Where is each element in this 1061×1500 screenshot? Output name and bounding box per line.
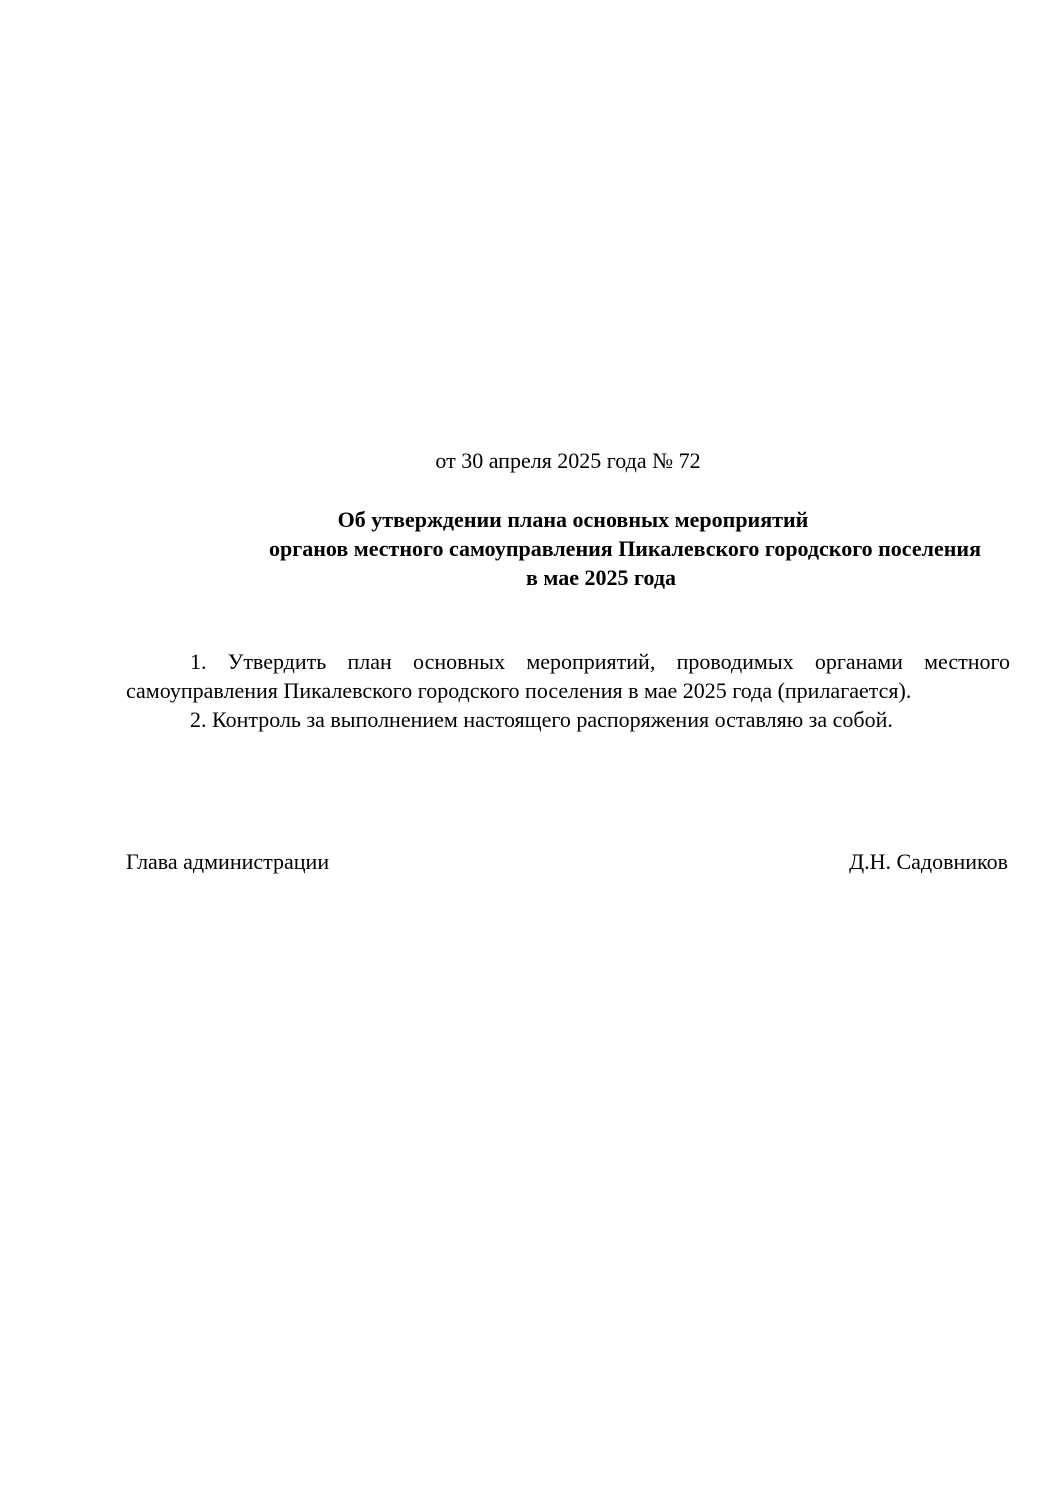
signature-block: [126, 847, 1008, 877]
document-title: [126, 505, 1010, 592]
document-title-line-1: Об утверждении плана основных мероприятий: [337, 507, 809, 532]
document-title-line-2: органов местного самоуправления Пикалевского городского поселения: [269, 536, 981, 561]
document-date-number: от 30 апреля 2025 года № 72: [435, 448, 701, 473]
signature-name: Д.Н. Садовников: [849, 849, 1008, 874]
signature-position: Глава администрации: [126, 849, 330, 874]
document-body: [126, 647, 1010, 734]
paragraph-2: 2. Контроль за выполнением настоящего распоряжения оставляю за собой.: [190, 707, 893, 732]
document-title-line-3: в мае 2025 года: [526, 565, 676, 590]
paragraph-1: 1. Утвердить план основных мероприятий, проводимых органами местного самоуправления Пикалевского городского поселения в мае 2025 года (прилагается).: [126, 649, 1010, 703]
